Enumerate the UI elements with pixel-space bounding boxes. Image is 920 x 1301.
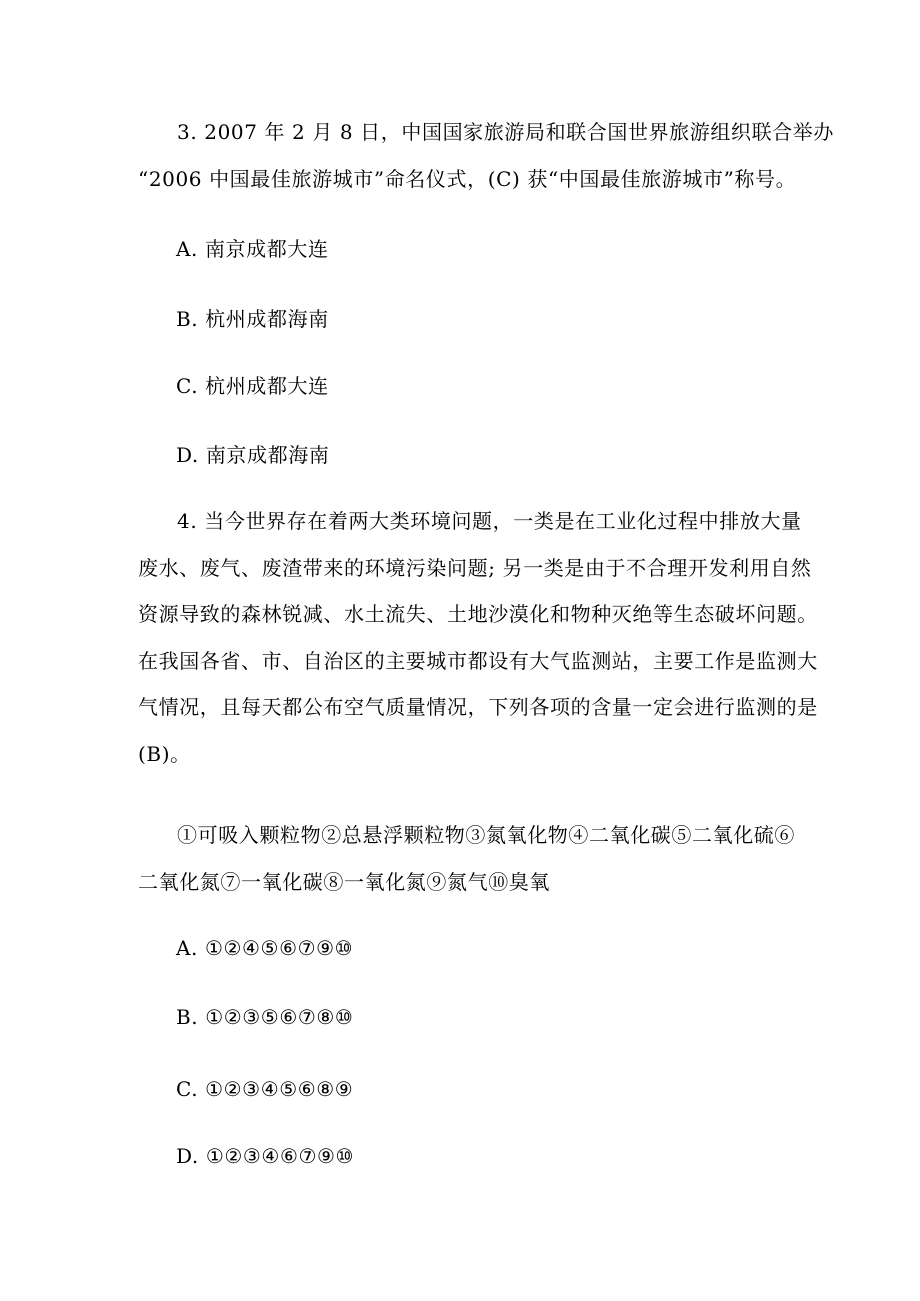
question-3-option-c: C. 杭州成都大连 (176, 374, 329, 398)
question-4-items-line-2: 二氧化氮⑦一氧化碳⑧一氧化氮⑨氮气⑩臭氧 (138, 869, 550, 894)
question-4-option-c: C. ①②③④⑤⑥⑧⑨ (176, 1077, 354, 1101)
question-4-stem (138, 498, 818, 777)
question-3-option-d: D. 南京成都海南 (176, 443, 330, 467)
question-4-line-1: 4. 当今世界存在着两大类环境问题，一类是在工业化过程中排放大量 (177, 509, 802, 533)
question-4-items-line-1: ①可吸入颗粒物②总悬浮颗粒物③氮氧化物④二氧化碳⑤二氧化硫⑥ (177, 823, 795, 847)
question-4-option-b: B. ①②③⑤⑥⑦⑧⑩ (176, 1005, 354, 1029)
question-4-option-d: D. ①②③④⑥⑦⑨⑩ (176, 1144, 355, 1168)
question-4-line-5: 气情况，且每天都公布空气质量情况，下列各项的含量一定会进行监测的是 (138, 695, 818, 719)
question-3-line-1: 3. 2007 年 2 月 8 日，中国国家旅游局和联合国世界旅游组织联合举办 (177, 120, 834, 144)
question-4-items (138, 812, 798, 905)
question-4-line-2: 废水、废气、废渣带来的环境污染问题; 另一类是由于不合理开发利用自然 (138, 555, 812, 580)
question-4-line-4: 在我国各省、市、自治区的主要城市都设有大气监测站，主要工作是监测大 (138, 648, 818, 673)
question-3-line-2: “2006 中国最佳旅游城市”命名仪式，(C) 获“中国最佳旅游城市”称号。 (138, 166, 797, 191)
question-3-option-a: A. 南京成都大连 (176, 237, 329, 261)
question-4-line-6: (B)。 (138, 741, 191, 766)
question-4-line-3: 资源导致的森林锐减、水土流失、土地沙漠化和物种灭绝等生态破坏问题。 (138, 602, 818, 626)
question-4-option-a: A. ①②④⑤⑥⑦⑨⑩ (176, 936, 354, 960)
question-3-option-b: B. 杭州成都海南 (176, 307, 329, 331)
question-3-stem (138, 109, 834, 202)
